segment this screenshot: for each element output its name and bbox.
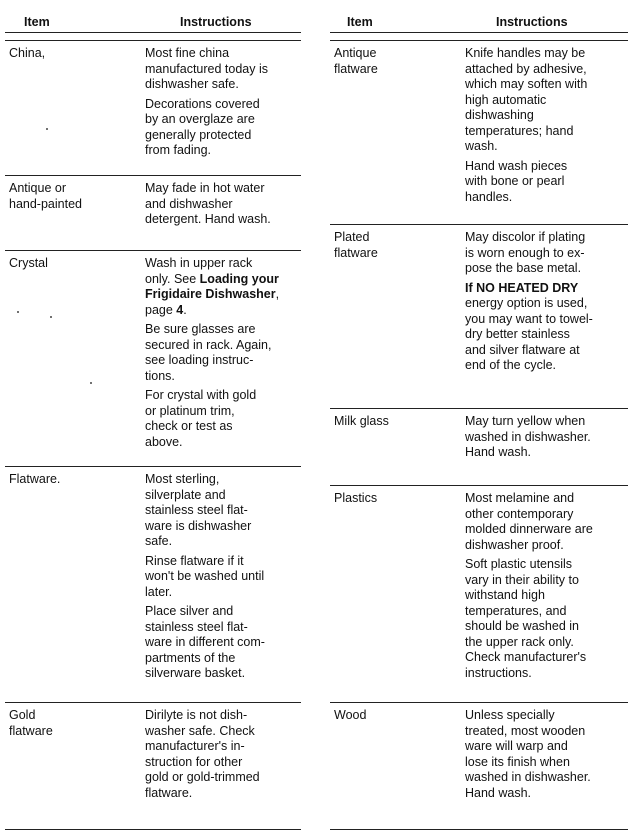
item-name: Milk glass <box>334 414 389 428</box>
item-name: Gold flatware <box>9 708 53 738</box>
item-name: Antique or hand-painted <box>9 181 82 211</box>
instruction-paragraph: Most sterling, silverplate and stainless steel flat- ware is dishwasher safe. <box>145 472 252 548</box>
header-instructions: Instructions <box>496 15 568 29</box>
instruction-paragraph: Most melamine and other contemporary molded dinnerware are dishwasher proof. <box>465 491 593 552</box>
print-speck <box>17 311 19 313</box>
table-row <box>330 408 628 459</box>
table-row <box>330 702 628 800</box>
header-item: Item <box>24 15 50 29</box>
header-instructions: Instructions <box>180 15 252 29</box>
item-name: China, <box>9 46 46 60</box>
item-instructions <box>465 414 630 465</box>
print-speck <box>50 316 52 318</box>
instruction-paragraph: For crystal with gold or platinum trim, check or test as above. <box>145 388 257 449</box>
instruction-paragraph: Decorations covered by an overglaze are generally protected from fading. <box>145 96 260 157</box>
item-instructions <box>145 256 305 454</box>
item-instructions <box>145 708 305 805</box>
instruction-paragraph: May turn yellow when washed in dishwasher. Hand wash. <box>465 414 591 459</box>
table-bottom-rule <box>5 829 301 830</box>
table-bottom-rule <box>330 829 628 830</box>
instruction-paragraph: If NO HEATED DRY energy option is used, you may want to towel- dry better stainless and silver flatware at end of the cycle. <box>465 280 593 372</box>
item-instructions <box>145 472 305 686</box>
item-name: Flatware. <box>9 472 61 486</box>
instruction-paragraph: Be sure glasses are secured in rack. Again, see loading instruc- tions. <box>145 322 272 383</box>
item-instructions <box>465 708 630 805</box>
table-row <box>330 224 628 372</box>
instruction-paragraph: Most fine china manufactured today is dishwasher safe. <box>145 46 268 91</box>
item-instructions <box>465 230 630 378</box>
item-instructions <box>145 46 305 163</box>
instruction-paragraph: Dirilyte is not dish- washer safe. Check manufacturer's in- struction for other gold or gold-trimmed flatware. <box>145 708 260 800</box>
item-instructions <box>465 491 630 685</box>
item-name: Plastics <box>334 491 378 505</box>
table-header <box>330 12 628 33</box>
instruction-paragraph: Hand wash pieces with bone or pearl handles. <box>465 158 568 204</box>
item-instructions <box>465 46 630 209</box>
item-name: Plated flatware <box>334 230 378 260</box>
item-name: Antique flatware <box>334 46 378 76</box>
table-row <box>5 40 301 157</box>
instruction-paragraph: May fade in hot water and dishwasher detergent. Hand wash. <box>145 181 271 226</box>
table-row <box>5 466 301 680</box>
header-item: Item <box>347 15 373 29</box>
print-speck <box>90 382 92 384</box>
instruction-paragraph: Wash in upper rack only. See Loading your Frigidaire Dishwasher, page 4. <box>145 256 280 317</box>
instruction-paragraph: Rinse flatware if it won't be washed until later. <box>145 553 265 599</box>
item-instructions <box>145 181 305 232</box>
table-header <box>5 12 301 33</box>
instruction-paragraph: May discolor if plating is worn enough to ex- pose the base metal. <box>465 230 586 275</box>
instruction-paragraph: Unless specially treated, most wooden ware will warp and lose its finish when washed in dishwasher. Hand wash. <box>465 708 591 800</box>
table-row <box>5 702 301 800</box>
table-row <box>330 485 628 680</box>
table-row <box>5 175 301 226</box>
item-name: Crystal <box>9 256 48 270</box>
item-name: Wood <box>334 708 367 722</box>
table-row <box>330 40 628 204</box>
table-row <box>5 250 301 449</box>
print-speck <box>46 128 48 130</box>
instruction-paragraph: Knife handles may be attached by adhesive, which may soften with high automatic dishwashing temperatures; hand wash. <box>465 46 588 153</box>
instruction-paragraph: Place silver and stainless steel flat- ware in different com- partments of the silverware basket. <box>145 604 265 680</box>
instruction-paragraph: Soft plastic utensils vary in their ability to withstand high temperatures, and should be washed in the upper rack only. Check manufacturer's instructions. <box>465 557 587 680</box>
